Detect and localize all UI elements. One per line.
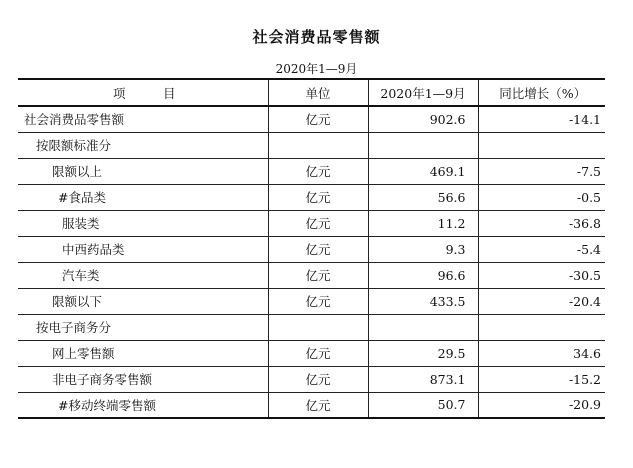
row-unit: 亿元: [268, 366, 368, 392]
row-value: 902.6: [368, 106, 478, 132]
period-subtitle: 2020年1—9月: [275, 62, 358, 76]
row-yoy: -15.2: [478, 366, 605, 392]
row-unit: 亿元: [268, 288, 368, 314]
row-unit: 亿元: [268, 210, 368, 236]
row-unit: 亿元: [268, 184, 368, 210]
row-value: 50.7: [368, 392, 478, 418]
header-period: 2020年1—9月: [368, 79, 478, 106]
row-label: 按电子商务分: [18, 314, 268, 340]
row-yoy: -20.4: [478, 288, 605, 314]
table-row: [18, 366, 605, 392]
row-label: 汽车类: [18, 262, 268, 288]
row-unit: 亿元: [268, 106, 368, 132]
table-row: [18, 262, 605, 288]
table-row: [18, 106, 605, 132]
table-row: [18, 210, 605, 236]
row-unit: 亿元: [268, 340, 368, 366]
row-value: 11.2: [368, 210, 478, 236]
header-item: 项 目: [18, 79, 268, 106]
retail-sales-table: [18, 78, 605, 419]
row-label: 中西药品类: [18, 236, 268, 262]
row-label: #移动终端零售额: [18, 392, 268, 418]
table-header-row: [18, 79, 605, 106]
row-value: [368, 314, 478, 340]
row-value: 29.5: [368, 340, 478, 366]
row-value: 56.6: [368, 184, 478, 210]
row-value: 873.1: [368, 366, 478, 392]
table-row: [18, 340, 605, 366]
row-yoy: -0.5: [478, 184, 605, 210]
table-row: [18, 392, 605, 418]
row-yoy: [478, 132, 605, 158]
row-label: #食品类: [18, 184, 268, 210]
page-title: 社会消费品零售额: [252, 28, 381, 46]
row-value: 9.3: [368, 236, 478, 262]
row-yoy: -20.9: [478, 392, 605, 418]
row-yoy: -14.1: [478, 106, 605, 132]
row-value: 433.5: [368, 288, 478, 314]
row-unit: 亿元: [268, 392, 368, 418]
row-yoy: [478, 314, 605, 340]
header-unit: 单位: [268, 79, 368, 106]
table-row: [18, 314, 605, 340]
header-yoy-growth: 同比增长（%）: [478, 79, 605, 106]
row-label: 限额以上: [18, 158, 268, 184]
table-row: [18, 132, 605, 158]
row-unit: 亿元: [268, 158, 368, 184]
table-row: [18, 158, 605, 184]
row-unit: 亿元: [268, 262, 368, 288]
row-yoy: -7.5: [478, 158, 605, 184]
row-label: 服装类: [18, 210, 268, 236]
row-yoy: -36.8: [478, 210, 605, 236]
row-value: 96.6: [368, 262, 478, 288]
table-row: [18, 184, 605, 210]
row-label: 非电子商务零售额: [18, 366, 268, 392]
row-value: [368, 132, 478, 158]
table-row: [18, 236, 605, 262]
row-unit: [268, 132, 368, 158]
row-yoy: -5.4: [478, 236, 605, 262]
row-label: 限额以下: [18, 288, 268, 314]
row-label: 按限额标准分: [18, 132, 268, 158]
row-yoy: 34.6: [478, 340, 605, 366]
row-yoy: -30.5: [478, 262, 605, 288]
row-value: 469.1: [368, 158, 478, 184]
row-unit: [268, 314, 368, 340]
row-unit: 亿元: [268, 236, 368, 262]
row-label: 网上零售额: [18, 340, 268, 366]
row-label: 社会消费品零售额: [18, 106, 268, 132]
table-row: [18, 288, 605, 314]
